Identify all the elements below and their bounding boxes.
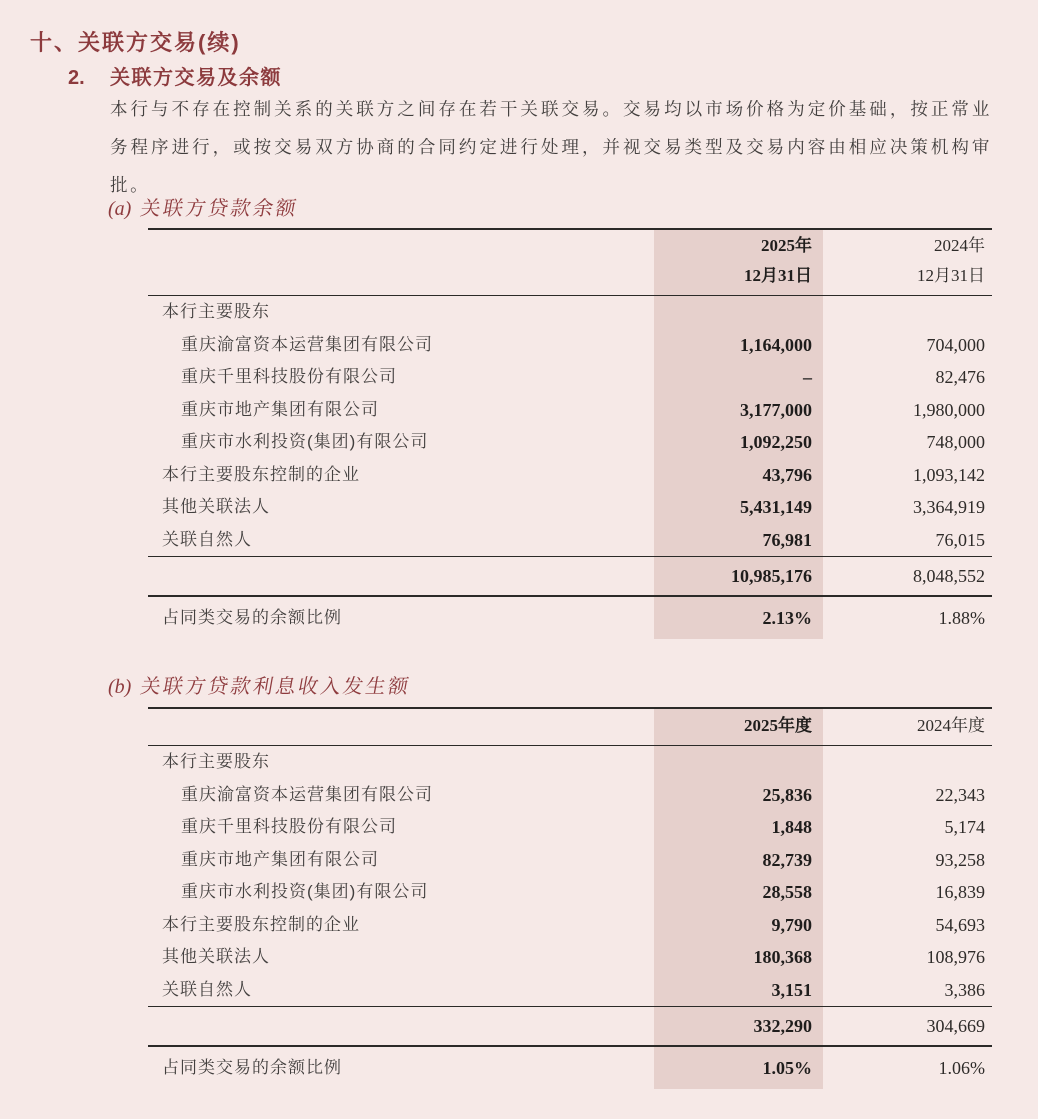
row-value-2025: 28,558 [762,882,812,902]
row-value-2025: – [803,367,812,387]
row-value-2025: 76,981 [762,529,812,550]
total-label [148,1007,654,1045]
total-row [148,1006,992,1047]
ratio-value-2024: 1.06% [938,1058,985,1078]
ratio-row [148,1047,992,1089]
table-row [148,941,992,974]
row-label: 重庆市地产集团有限公司 [181,399,379,419]
table-row [148,746,992,779]
row-value-2025 [654,296,823,329]
subsection-a-label: (a) [108,198,132,220]
row-value-2025: 9,790 [771,914,812,935]
table-row [148,876,992,909]
row-label: 重庆市水利投资(集团)有限公司 [181,432,429,451]
table-row [148,394,992,427]
row-value-2024: 82,476 [935,367,985,387]
row-value-2024: 704,000 [926,334,985,355]
row-value-2024: 748,000 [926,432,985,452]
subsection-b-heading [108,670,411,699]
row-value-2024: 54,693 [935,914,985,935]
table-row [148,909,992,942]
row-value-2025: 3,177,000 [740,399,812,420]
row-label: 重庆渝富资本运营集团有限公司 [181,334,433,354]
section-number: 2. [68,67,85,89]
page-title: 十、关联方交易(续) [30,30,241,55]
row-label: 重庆渝富资本运营集团有限公司 [181,784,433,804]
total-value-2024: 304,669 [926,1016,985,1036]
subsection-a-title: 关联方贷款余额 [138,198,301,220]
total-value-2024: 8,048,552 [913,566,985,586]
header-col-2025 [654,711,823,741]
row-value-2025: 1,164,000 [740,334,812,355]
row-value-2025: 3,151 [771,979,812,1000]
total-row [148,556,992,597]
ratio-value-2025: 1.05% [762,1058,812,1078]
row-label: 重庆千里科技股份有限公司 [181,367,397,386]
row-value-2025 [654,746,823,779]
ratio-value-2024: 1.88% [938,608,985,628]
section-heading [68,61,282,90]
row-value-2024: 3,364,919 [913,497,985,517]
table-row [148,811,992,844]
row-value-2024: 3,386 [944,979,985,1000]
row-label: 本行主要股东 [162,752,270,771]
row-value-2025: 5,431,149 [740,497,812,517]
row-label: 重庆千里科技股份有限公司 [181,817,397,836]
table-header-row [148,230,992,296]
row-value-2024: 108,976 [926,947,985,967]
table-body [148,296,992,556]
row-value-2025: 180,368 [753,947,812,967]
table-row [148,524,992,557]
table-body [148,746,992,1006]
header-col-2025 [654,231,823,291]
row-label: 重庆市水利投资(集团)有限公司 [181,882,429,901]
ratio-value-2025: 2.13% [762,608,812,628]
row-label: 关联自然人 [162,529,252,549]
column-header-line: 2025年度 [744,716,812,735]
row-label: 关联自然人 [162,979,252,999]
row-value-2024 [823,296,992,329]
subsection-b-label: (b) [108,676,132,698]
column-header-line: 12月31日 [917,266,985,285]
total-label [148,557,654,595]
total-value-2025: 332,290 [753,1016,812,1036]
total-value-2025: 10,985,176 [731,566,812,586]
ratio-row [148,597,992,639]
row-label: 其他关联法人 [162,497,270,516]
ratio-label: 占同类交易的余额比例 [162,1058,342,1077]
row-value-2024: 1,093,142 [913,464,985,485]
table-row [148,296,992,329]
header-col-2024 [823,231,992,291]
row-value-2024: 22,343 [935,784,985,805]
table-header-row [148,709,992,746]
row-value-2024: 1,980,000 [913,399,985,420]
ratio-label: 占同类交易的余额比例 [162,608,342,627]
section-title: 关联方交易及余额 [110,67,282,89]
row-value-2025: 82,739 [762,849,812,870]
row-value-2025: 25,836 [762,784,812,805]
row-label: 本行主要股东控制的企业 [162,464,360,484]
table-row [148,329,992,362]
row-value-2025: 1,848 [771,817,812,837]
row-label: 其他关联法人 [162,947,270,966]
row-value-2025: 1,092,250 [740,432,812,452]
table-row [148,426,992,459]
column-header-line: 2025年 [761,236,812,255]
subsection-a-heading [108,192,299,221]
table-row [148,361,992,394]
row-value-2024: 5,174 [944,817,985,837]
column-header-line: 12月31日 [744,266,812,285]
row-value-2025: 43,796 [762,464,812,485]
table-row [148,491,992,524]
subsection-b-title: 关联方贷款利息收入发生额 [138,676,413,698]
row-value-2024: 93,258 [935,849,985,870]
table-row [148,779,992,812]
loan-balance-table [148,228,992,639]
table-row [148,844,992,877]
row-value-2024 [823,746,992,779]
row-label: 本行主要股东控制的企业 [162,914,360,934]
row-label: 重庆市地产集团有限公司 [181,849,379,869]
table-row [148,974,992,1007]
column-header-line: 2024年度 [917,716,985,735]
intro-paragraph: 本行与不存在控制关系的关联方之间存在若干关联交易。交易均以市场价格为定价基础，按正常业务程序进行，或按交易双方协商的合同约定进行处理，并视交易类型及交易内容由相应决策机构审批。 [110,99,992,195]
table-row [148,459,992,492]
interest-income-table [148,707,992,1089]
header-col-2024 [823,711,992,741]
column-header-line: 2024年 [934,236,985,255]
row-value-2024: 16,839 [935,882,985,902]
row-value-2024: 76,015 [935,529,985,550]
row-label: 本行主要股东 [162,302,270,321]
